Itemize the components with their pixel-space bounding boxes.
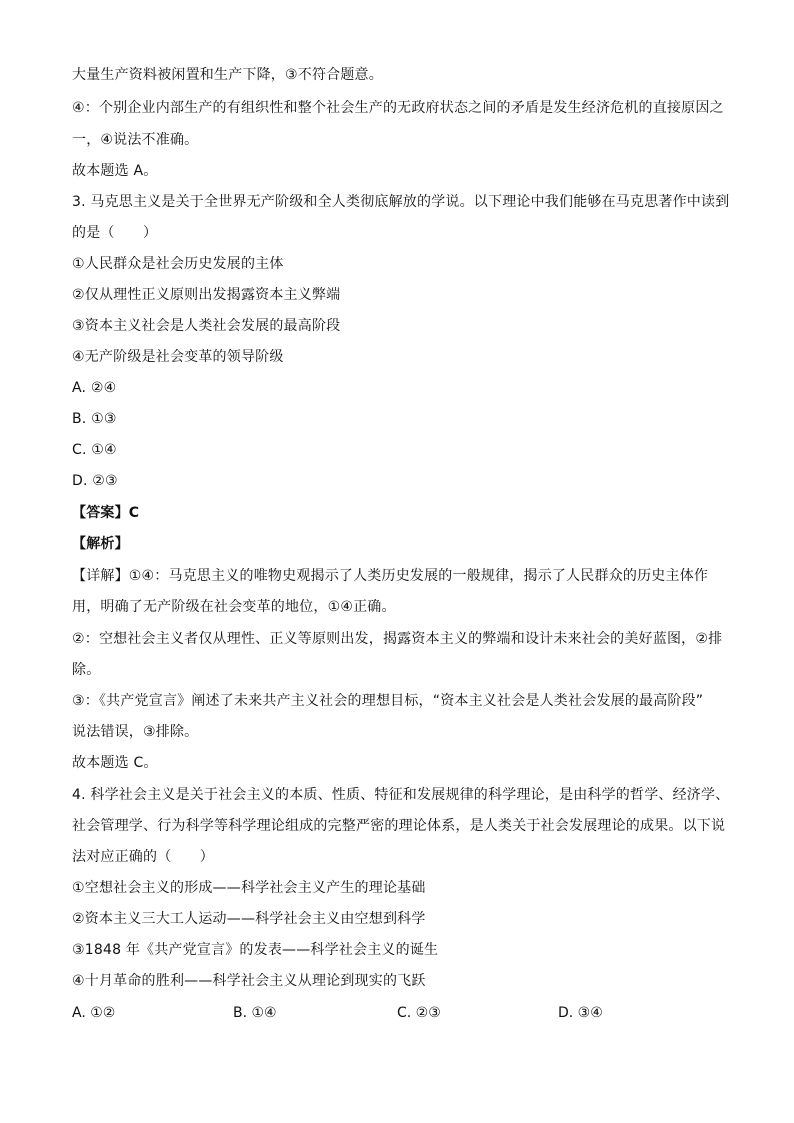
analysis-text: 说法错误，③排除。 [72,724,199,740]
analysis-text: ②：空想社会主义者仅从理性、正义等原则出发，揭露资本主义的弊端和设计未来社会的美好蓝图，②排 [72,631,723,647]
text-line: 一，④说法不准确。 [72,132,199,148]
statement-item: ①人民群众是社会历史发展的主体 [72,256,284,272]
statement-item: ①空想社会主义的形成——科学社会主义产生的理论基础 [72,880,426,896]
text-line: 故本题选 A。 [72,163,158,179]
option-c: C. ①④ [72,442,117,458]
statement-item: ②仅从理性正义原则出发揭露资本主义弊端 [72,287,341,303]
question-3-stem: 3. 马克思主义是关于全世界无产阶级和全人类彻底解放的学说。以下理论中我们能够在马克思著作中读到 [72,194,730,210]
question-4-options [72,1003,732,1023]
text-line: 大量生产资料被闲置和生产下降，③不符合题意。 [72,67,383,83]
analysis-text: 用，明确了无产阶级在社会变革的地位，①④正确。 [72,599,396,615]
statement-item: ④无产阶级是社会变革的领导阶级 [72,349,284,365]
option-b: B. ①④ [233,1005,277,1021]
text-line: ④：个别企业内部生产的有组织性和整个社会生产的无政府状态之间的矛盾是发生经济危机的直接原因之 [72,100,724,116]
analysis-text: 【详解】①④：马克思主义的唯物史观揭示了人类历史发展的一般规律，揭示了人民群众的历史主体作 [72,568,709,584]
statement-item: ②资本主义三大工人运动——科学社会主义由空想到科学 [72,911,426,927]
analysis-text: ③：《共产党宣言》阐述了未来共产主义社会的理想目标，“资本主义社会是人类社会发展的最高阶段” [72,693,704,709]
question-4-stem: 法对应正确的（ ） [72,849,214,865]
analysis-label: 【解析】 [72,536,129,552]
statement-item: ③1848 年《共产党宣言》的发表——科学社会主义的诞生 [72,942,439,958]
option-c: C. ②③ [397,1005,441,1021]
analysis-text: 除。 [72,662,101,678]
option-a: A. ②④ [72,380,117,396]
option-d: D. ③④ [558,1005,603,1021]
question-3-stem: 的是（ ） [72,225,158,241]
question-4-stem: 4. 科学社会主义是关于社会主义的本质、性质、特征和发展规律的科学理论，是由科学的哲学、经济学、 [72,787,730,803]
option-b: B. ①③ [72,411,117,427]
statement-item: ④十月革命的胜利——科学社会主义从理论到现实的飞跃 [72,973,426,989]
question-4-stem: 社会管理学、行为科学等科学理论组成的完整严密的理论体系，是人类关于社会发展理论的成果。以下说 [72,818,726,834]
answer-label: 【答案】C [72,505,140,521]
text-line: 故本题选 C。 [72,755,158,771]
option-a: A. ①② [72,1005,116,1021]
option-d: D. ②③ [72,473,118,489]
statement-item: ③资本主义社会是人类社会发展的最高阶段 [72,318,341,334]
